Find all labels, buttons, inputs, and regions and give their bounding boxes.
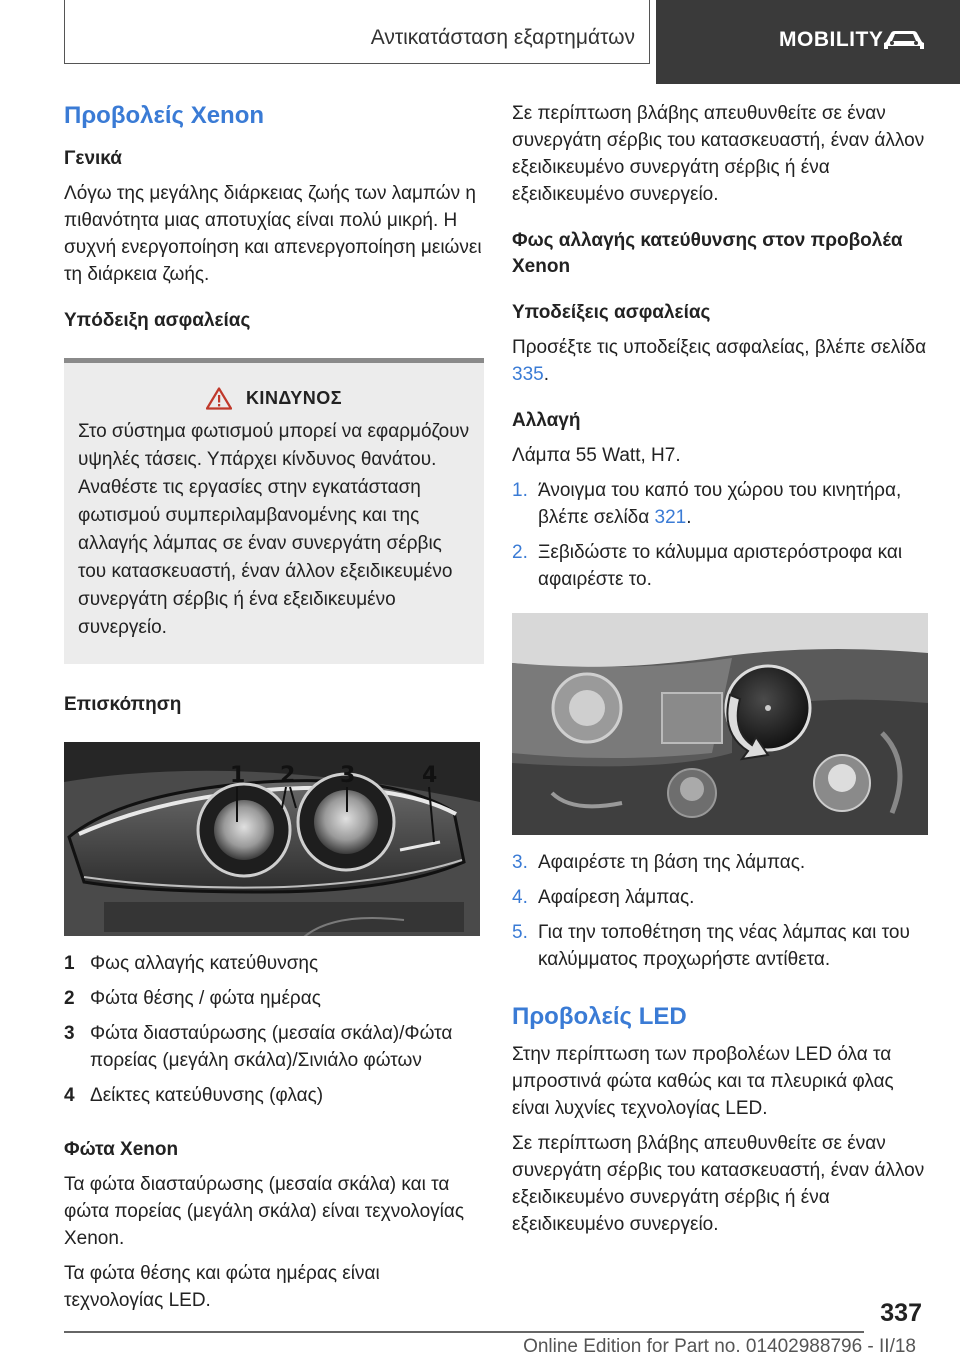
figure-label-4: 4 bbox=[422, 763, 438, 788]
figure-label-1: 1 bbox=[230, 763, 246, 788]
legend-item: 3 Φώτα διασταύρωσης (μεσαία σκάλα)/Φώτα πορείας (μεγάλη σκάλα)/Σινιάλο φώτων bbox=[64, 1023, 453, 1071]
led-headlights-title: Προβολείς LED bbox=[512, 1003, 687, 1030]
headlight-illustration bbox=[64, 742, 480, 936]
turn-signal-heading: Φως αλλαγής κατεύθυνσης στον προβολέα Xenon bbox=[512, 230, 903, 277]
led-service-text: Σε περίπτωση βλάβης απευθυνθείτε σε έναν συνεργάτη σέρβις του κατασκευαστή, έναν άλλον εξειδικευμένο συνεργάτη σέρβις ή ένα εξειδικευμένο συνεργείο. bbox=[512, 1133, 925, 1235]
xenon-lights-heading: Φώτα Xenon bbox=[64, 1139, 179, 1160]
step-item: 5. Για την τοποθέτηση της νέας λάμπας και του καλύμματος προχωρήστε αντίθετα. bbox=[512, 922, 910, 970]
right-column bbox=[512, 100, 932, 1238]
mobility-tab-label[interactable]: MOBILITY bbox=[779, 28, 884, 51]
legend-item: 1 Φως αλλαγής κατεύθυνσης bbox=[64, 953, 319, 974]
safety-notes-text: Προσέξτε τις υποδείξεις ασφαλείας, βλέπε σελίδα 335. bbox=[512, 337, 927, 385]
page-number: 337 bbox=[880, 1299, 922, 1327]
warning-title: ΚΙΝΔΥΝΟΣ bbox=[245, 388, 343, 408]
led-text: Στην περίπτωση των προβολέων LED όλα τα μπροστινά φώτα καθώς και τα πλευρικά φλας είναι λυχνίες τεχνολογίας LED. bbox=[512, 1044, 894, 1119]
step-item: 2. Ξεβιδώστε το κάλυμμα αριστερόστροφα και αφαιρέστε το. bbox=[512, 542, 903, 590]
page-link-321[interactable]: 321 bbox=[654, 507, 687, 528]
general-heading: Γενικά bbox=[64, 148, 122, 169]
left-column bbox=[64, 100, 484, 1314]
bulb-spec-text: Λάμπα 55 Watt, H7. bbox=[512, 445, 681, 466]
legend-item: 2 Φώτα θέσης / φώτα ημέρας bbox=[64, 988, 321, 1009]
overview-heading: Επισκόπηση bbox=[64, 694, 182, 715]
headlight-overview-figure bbox=[64, 742, 480, 936]
engine-bay-illustration bbox=[512, 613, 928, 835]
warning-title-row bbox=[78, 387, 470, 410]
xenon-lights-text: Τα φώτα διασταύρωσης (μεσαία σκάλα) και τα φώτα πορείας (μεγάλη σκάλα) είναι τεχνολογίας Xenon. bbox=[64, 1174, 465, 1249]
warning-triangle-icon bbox=[206, 387, 232, 410]
figure-label-3: 3 bbox=[340, 763, 356, 788]
xenon-headlights-title: Προβολείς Xenon bbox=[64, 102, 265, 129]
page-link-335[interactable]: 335 bbox=[512, 364, 544, 385]
figure-label-2: 2 bbox=[280, 763, 296, 788]
service-intro-text: Σε περίπτωση βλάβης απευθυνθείτε σε έναν συνεργάτη σέρβις του κατασκευαστή, έναν άλλον εξειδικευμένο συνεργάτη σέρβις ή ένα εξειδικευμένο συνεργείο. bbox=[512, 103, 925, 205]
steps-list-bottom bbox=[512, 849, 932, 973]
steps-list-top bbox=[512, 477, 932, 593]
overview-legend bbox=[64, 950, 484, 1109]
step-item: 3. Αφαιρέστε τη βάση της λάμπας. bbox=[512, 852, 806, 873]
edition-footer: Online Edition for Part no. 01402988796 - II/18 bbox=[523, 1336, 916, 1357]
engine-bay-figure bbox=[512, 613, 928, 835]
step-item: 4. Αφαίρεση λάμπας. bbox=[512, 887, 695, 908]
safety-note-heading: Υπόδειξη ασφαλείας bbox=[64, 310, 251, 331]
legend-item: 4 Δείκτες κατεύθυνσης (φλας) bbox=[64, 1085, 324, 1106]
change-heading: Αλλαγή bbox=[512, 410, 581, 431]
warning-text: Στο σύστημα φωτισμού μπορεί να εφαρμόζουν υψηλές τάσεις. Υπάρχει κίνδυνος θανάτου. Αναθέστε τις εργασίες στην εγκατάσταση φωτισμού συμπεριλαμβανομένης και της αλλαγής λάμπας σε έναν συνεργάτη σέρβις του κατασκευαστή, έναν άλλον εξειδικευμένο συνεργάτη σέρβις ή ένα εξειδικευμένο συνεργείο. bbox=[78, 421, 470, 638]
general-text: Λόγω της μεγάλης διάρκειας ζωής των λαμπών η πιθανότητα μιας αποτυχίας είναι πολύ μικρή. Η συχνή ενεργοποίηση και απενεργοποίηση μειώνει τη διάρκεια ζωής. bbox=[64, 183, 482, 285]
footer-divider bbox=[64, 1331, 864, 1333]
car-icon bbox=[882, 28, 926, 52]
step-item: 1. Άνοιγμα του καπό του χώρου του κινητήρα, βλέπε σελίδα 321. bbox=[512, 480, 902, 528]
safety-notes-heading: Υποδείξεις ασφαλείας bbox=[512, 302, 711, 323]
position-lights-text: Τα φώτα θέσης και φώτα ημέρας είναι τεχνολογίας LED. bbox=[64, 1263, 380, 1311]
danger-warning-box bbox=[64, 358, 484, 664]
section-title: Αντικατάσταση εξαρτημάτων bbox=[370, 26, 635, 49]
